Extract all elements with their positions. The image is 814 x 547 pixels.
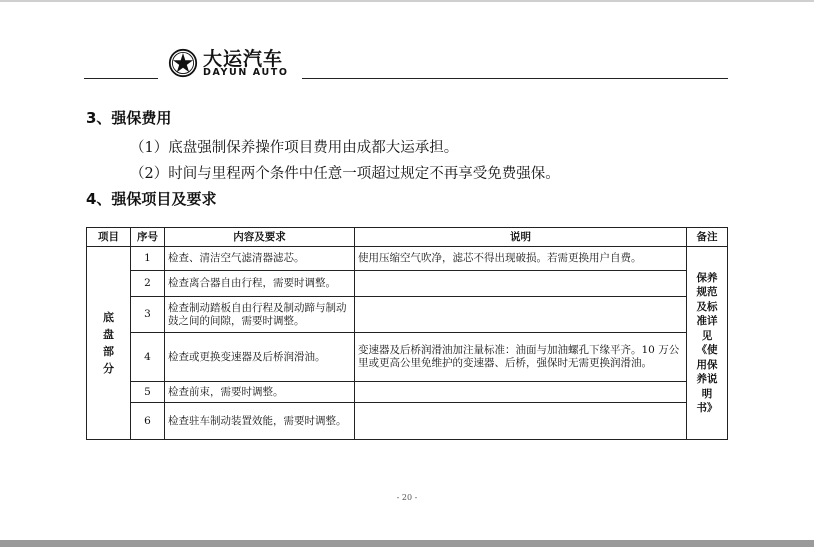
brand-name-cn: 大运汽车 [203, 48, 284, 70]
row-number: 3 [131, 297, 165, 333]
table-row [87, 333, 728, 382]
section-4-title: 4、强保项目及要求 [86, 190, 217, 208]
page-number: - 20 - [396, 493, 418, 502]
row-number: 6 [131, 403, 165, 440]
brand-logo [168, 46, 298, 82]
remarks-label: 保养规范及标准详见《使用保养说明书》 [696, 271, 718, 414]
table-row [87, 297, 728, 333]
row-number: 2 [131, 271, 165, 297]
row-description [355, 403, 687, 440]
section-3-title: 3、强保费用 [86, 109, 172, 127]
remarks-cell [687, 247, 728, 440]
category-label: 底盘部分 [103, 311, 114, 375]
header-item: 项目 [87, 228, 131, 247]
row-description [355, 382, 687, 403]
row-content: 检查驻车制动装置效能，需要时调整。 [165, 403, 355, 440]
star-wheel-logo-icon [168, 48, 198, 78]
header-rule-left [84, 78, 158, 79]
table-row [87, 382, 728, 403]
row-number: 1 [131, 247, 165, 271]
maintenance-items-table [86, 227, 728, 440]
row-content: 检查制动踏板自由行程及制动蹄与制动鼓之间的间隙，需要时调整。 [165, 297, 355, 333]
row-description: 使用压缩空气吹净，滤芯不得出现破损。若需更换用户自费。 [355, 247, 687, 271]
header-description: 说明 [355, 228, 687, 247]
table-header-row [87, 228, 728, 247]
section-3-item-1: （1）底盘强制保养操作项目费用由成都大运承担。 [130, 140, 459, 156]
section-3-item-2: （2）时间与里程两个条件中任意一项超过规定不再享受免费强保。 [130, 166, 560, 182]
table-row [87, 403, 728, 440]
header-remarks: 备注 [687, 228, 728, 247]
row-content: 检查离合器自由行程，需要时调整。 [165, 271, 355, 297]
header-rule-right [302, 78, 728, 79]
row-description [355, 297, 687, 333]
row-description [355, 271, 687, 297]
row-content: 检查前束，需要时调整。 [165, 382, 355, 403]
row-content: 检查或更换变速器及后桥润滑油。 [165, 333, 355, 382]
category-cell [87, 247, 131, 440]
header-number: 序号 [131, 228, 165, 247]
brand-name-en: DAYUN AUTO [203, 67, 289, 78]
row-description: 变速器及后桥润滑油加注量标准：油面与加油螺孔下缘平齐。10 万公里或更高公里免维护的变速器、后桥，强保时无需更换润滑油。 [355, 333, 687, 382]
table-row [87, 247, 728, 271]
header-content: 内容及要求 [165, 228, 355, 247]
row-content: 检查、清洁空气滤清器滤芯。 [165, 247, 355, 271]
row-number: 5 [131, 382, 165, 403]
row-number: 4 [131, 333, 165, 382]
table-row [87, 271, 728, 297]
page-top-border [0, 0, 814, 2]
page-bottom-border [0, 540, 814, 547]
